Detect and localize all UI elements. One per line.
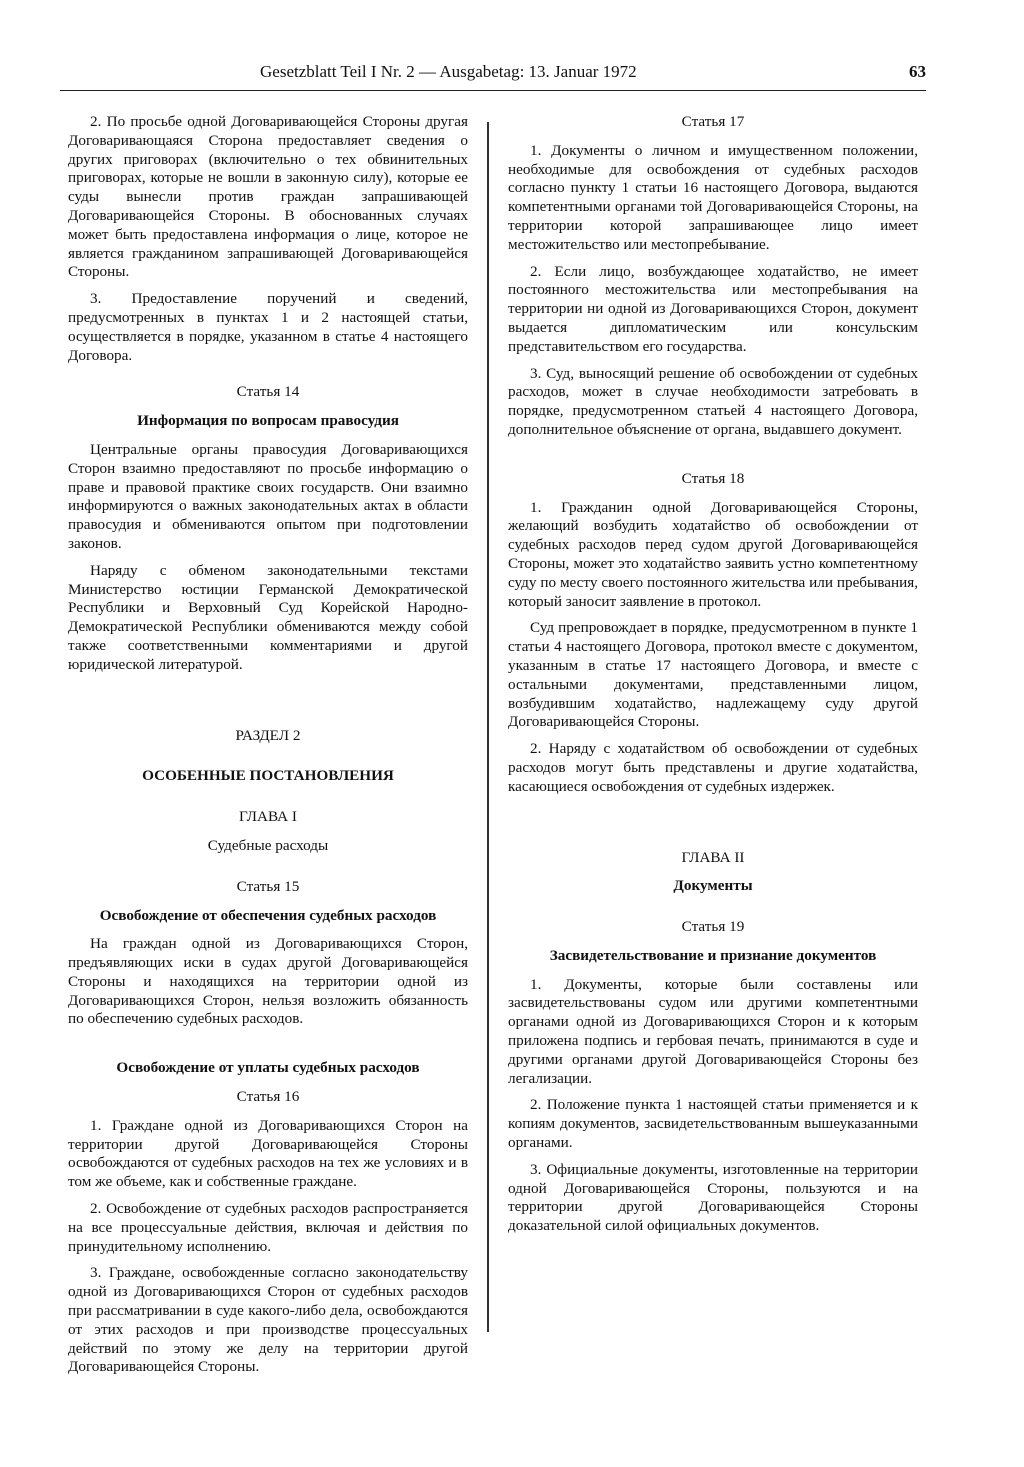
left-column	[68, 113, 468, 1385]
paragraph: 3. Суд, выносящий решение об освобождении от судебных расходов, может в случае необходимости затребовать в порядке, предусмотренном статьей 4 настоящего Договора, дополнительное объяснение от органа, выдавшего документ.	[508, 364, 918, 438]
paragraph: 2. Освобождение от судебных расходов распространяется на все процессуальные действия, включая и действия по принудительному исполнению.	[68, 1200, 468, 1255]
paragraph: Центральные органы правосудия Договаривающихся Сторон взаимно предоставляют по просьбе информацию о праве и правовой практике своих государств. Они взаимно информируются о важных законодательных актах в области правосудия и обмениваются опытом при подготовлении законов.	[68, 440, 468, 552]
paragraph: Суд препровождает в порядке, предусмотренном в пункте 1 статьи 4 настоящего Договора, протокол вместе с документом, указанным в статье 17 настоящего Договора, и вместе с остальными документами, представленными лицом, возбудившим ходатайство, надлежащему суду другой Договаривающейся Стороны.	[508, 619, 918, 731]
article-title: Засвидетельствование и признание документов	[549, 946, 877, 964]
paragraph: 3. Официальные документы, изготовленные на территории одной Договаривающейся Стороны, пользуются и на территории другой Договаривающейся Стороны доказательной силой официальных документов.	[508, 1160, 918, 1235]
article-number: Статья 15	[236, 877, 300, 895]
page-number: 63	[909, 62, 926, 81]
right-column	[508, 113, 918, 1244]
paragraph: На граждан одной из Договаривающихся Сторон, предъявляющих иски в судах другой Договаривающейся Стороны и находящихся на территории одной из Договаривающихся Сторон, нельзя возложить обязанность по обеспечению судебных расходов.	[68, 935, 468, 1028]
article-title: Освобождение от обеспечения судебных расходов	[99, 906, 437, 924]
column-divider	[487, 122, 489, 1332]
paragraph: 1. Гражданин одной Договаривающейся Стороны, желающий возбудить ходатайство об освобождении от судебных расходов перед судом другой Договаривающейся Стороны, может это ходатайство заявить устно компетентному суду по месту своего постоянного жительства или пребывания, который заносит заявление в протокол.	[508, 498, 918, 610]
paragraph: 1. Документы о личном и имущественном положении, необходимые для освобождения от судебных расходов согласно пункту 1 статьи 16 настоящего Договора, выдаются компетентными органами той Договаривающейся Стороны, на территории которой запрашивающее лицо имеет местожительство или местопребывание.	[508, 141, 918, 253]
paragraph: 1. Граждане одной из Договаривающихся Сторон на территории другой Договаривающейся Стороны освобождаются от судебных расходов на тех же условиях и в том же объеме, как и собственные граждане.	[68, 1116, 468, 1191]
article-number: Статья 18	[681, 469, 745, 487]
paragraph: 2. Если лицо, возбуждающее ходатайство, не имеет постоянного местожительства или местопребывания на территории ни одной из Договаривающихся Сторон, документ выдается дипломатическим или консульским представительством его государства.	[508, 262, 918, 355]
article-heading: Освобождение от уплаты судебных расходов	[116, 1059, 420, 1077]
article-number: Статья 16	[236, 1088, 300, 1106]
section-number: РАЗДЕЛ 2	[235, 726, 301, 744]
article-number: Статья 19	[681, 918, 745, 936]
paragraph: 2. Наряду с ходатайством об освобождении от судебных расходов могут быть представлены и другие ходатайства, касающиеся освобождения от судебных издержек.	[508, 740, 918, 795]
chapter-number: ГЛАВА I	[239, 808, 297, 826]
chapter-number: ГЛАВА II	[681, 848, 745, 866]
running-title: Gesetzblatt Teil I Nr. 2 — Ausgabetag: 13. Januar 1972	[260, 62, 637, 81]
paragraph: 3. Граждане, освобожденные согласно законодательству одной из Договаривающихся Сторон от судебных расходов при рассматривании в суде какого-либо дела, освобождаются от этих расходов и при производстве процессуальных действий по этому же делу на территории другой Договаривающейся Стороны.	[68, 1264, 468, 1376]
paragraph: 2. Положение пункта 1 настоящей статьи применяется и к копиям документов, засвидетельствованным вышеуказанными органами.	[508, 1096, 918, 1152]
article-title: Информация по вопросам правосудия	[137, 412, 399, 430]
article-number: Статья 17	[681, 113, 745, 130]
chapter-title: Документы	[673, 877, 753, 895]
page-header	[60, 60, 926, 91]
chapter-title: Судебные расходы	[207, 836, 329, 854]
paragraph: Наряду с обменом законодательными текстами Министерство юстиции Германской Демократической Республики и Верховный Суд Корейской Народно-Демократической Республики обмениваются между собой также соответственными комментариями и другой юридической литературой.	[68, 561, 468, 673]
paragraph: 1. Документы, которые были составлены или засвидетельствованы судом или другими компетентными органами одной из Договаривающихся Сторон и к которым приложена подпись и гербовая печать, принимаются в суде и другими органами другой Договаривающейся Стороны без легализации.	[508, 975, 918, 1087]
section-title: ОСОБЕННЫЕ ПОСТАНОВЛЕНИЯ	[142, 767, 394, 785]
paragraph: 3. Предоставление поручений и сведений, предусмотренных в пунктах 1 и 2 настоящей статьи, осуществляется в порядке, указанном в статье 4 настоящего Договора.	[68, 290, 468, 364]
article-number: Статья 14	[236, 383, 300, 401]
paragraph: 2. По просьбе одной Договаривающейся Стороны другая Договаривающаяся Сторона предоставляет сведения о других приговорах (включительно о тех обвинительных приговорах, которые не вошли в законную силу), которые ее суды вынесли против граждан запрашивающей Договаривающейся Стороны. В обоснованных случаях может быть предоставлена информация о лице, которое не является гражданином запрашивающей Договаривающейся Стороны.	[68, 113, 468, 281]
